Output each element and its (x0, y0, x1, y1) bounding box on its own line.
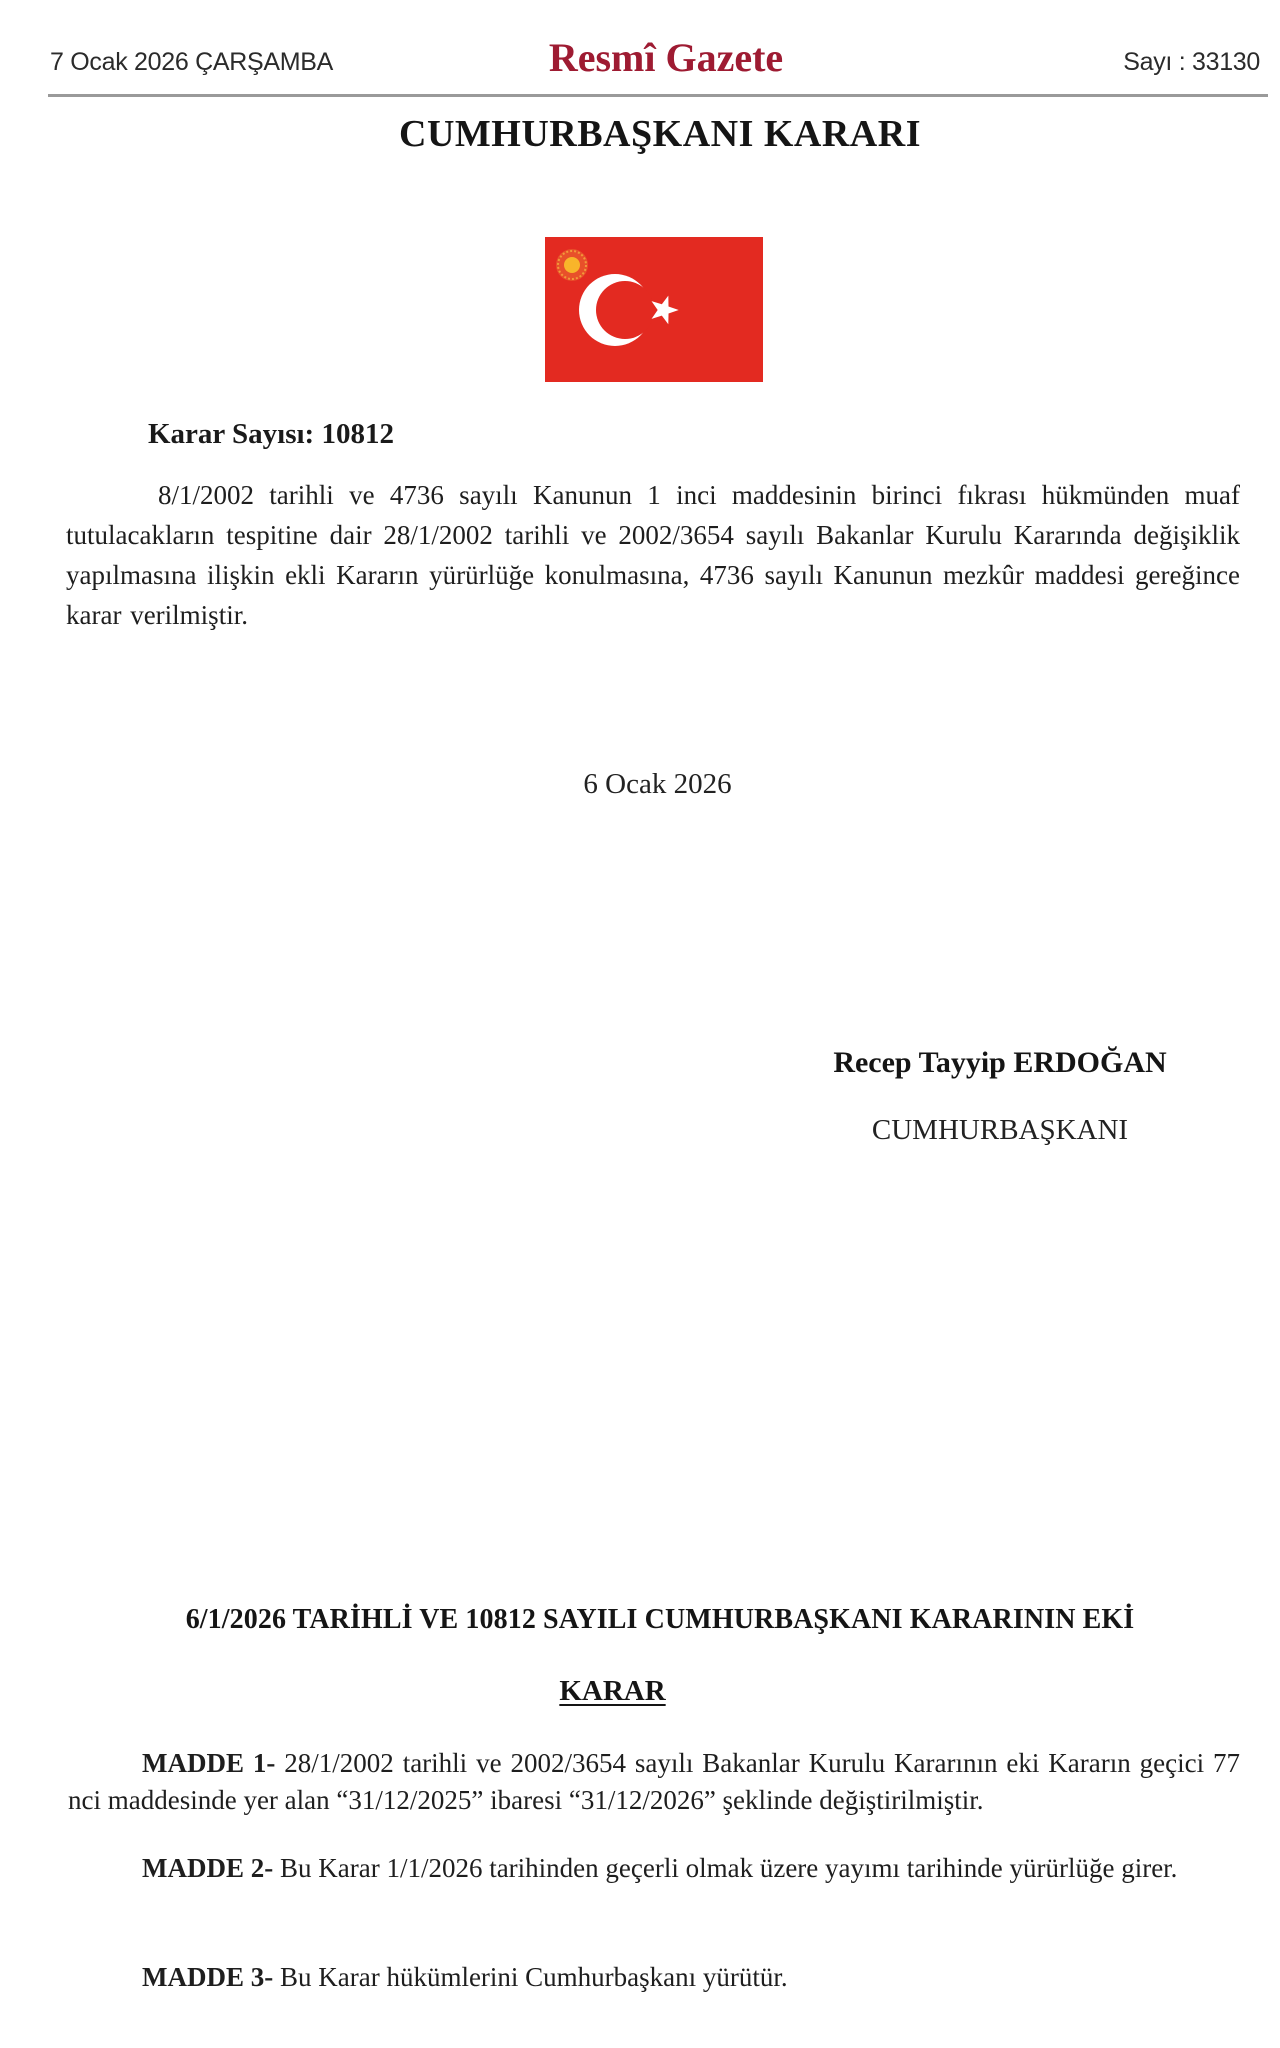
issue-number: Sayı : 33130 (1123, 48, 1260, 76)
article-3 (68, 1959, 1240, 1996)
article-3-label: MADDE 3- (142, 1962, 274, 1992)
article-1-label: MADDE 1- (142, 1748, 276, 1778)
sun-emblem-icon (556, 249, 588, 281)
article-2-label: MADDE 2- (142, 1853, 274, 1883)
signature-date: 6 Ocak 2026 (583, 768, 732, 800)
article-2 (68, 1850, 1240, 1887)
article-1 (68, 1745, 1240, 1819)
article-2-text: Bu Karar 1/1/2026 tarihinden geçerli olmak üzere yayımı tarihinde yürürlüğe girer. (273, 1853, 1178, 1883)
article-1-text: 28/1/2002 tarihli ve 2002/3654 sayılı Bakanlar Kurulu Kararının eki Kararın geçici 77 nci maddesinde yer alan “31/12/2025” ibaresi “31/12/2026” şeklinde değiştirilmiştir. (68, 1748, 1240, 1815)
article-3-text: Bu Karar hükümlerini Cumhurbaşkanı yürütür. (273, 1962, 788, 1992)
presidential-flag-icon (545, 237, 763, 382)
preamble-paragraph: 8/1/2002 tarihli ve 4736 sayılı Kanunun 1 inci maddesinin birinci fıkrası hükmünden muaf tutulacakların tespitine dair 28/1/2002 tarihli ve 2002/3654 sayılı Bakanlar Kurulu Kararında değişiklik yapılmasına ilişkin ekli Kararın yürürlüğe konulmasına, 4736 sayılı Kanunun mezkûr maddesi gereğince karar verilmiştir. (66, 480, 1240, 630)
annex-heading: 6/1/2026 TARİHLİ VE 10812 SAYILI CUMHURBAŞKANI KARARININ EKİ (185, 1604, 1135, 1635)
annex-subtitle-text: KARAR (559, 1675, 666, 1707)
signer-name: Recep Tayyip ERDOĞAN (833, 1046, 1167, 1079)
gazette-masthead: Resmî Gazete (548, 35, 784, 80)
gazette-date: 7 Ocak 2026 ÇARŞAMBA (50, 48, 334, 76)
annex-subtitle (520, 1675, 705, 1708)
signer-title: CUMHURBAŞKANI (871, 1114, 1129, 1146)
document-title: CUMHURBAŞKANI KARARI (399, 113, 921, 155)
decision-number: Karar Sayısı: 10812 (148, 418, 394, 450)
header-divider (48, 94, 1268, 97)
